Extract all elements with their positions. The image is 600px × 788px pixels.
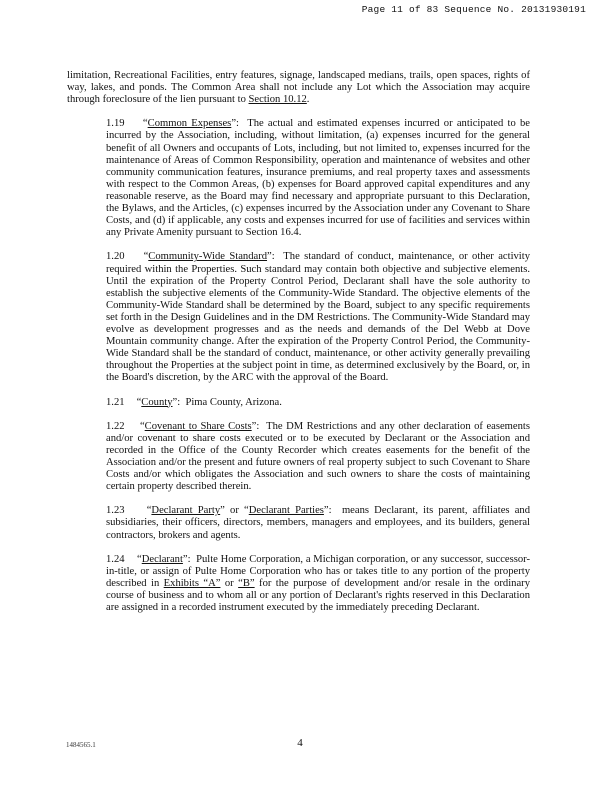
paragraph-text: limitation, Recreational Facilities, entry features, signage, landscaped medians, trails, open spaces, rights of way, lakes, and ponds. The Common Area shall not include any Lot which the Association may acquire through foreclosure of the lien pursuant to [67, 70, 530, 106]
section-1-24: 1.24 “Declarant”: Pulte Home Corporation, a Michigan corporation, or any successor, successor-in-title, or assign of Pulte Home Corporation who has or takes title to any portion of the property described in Exhibits “A” or “B” for the purpose of development and/or resale in the ordinary course of business and to whom all or any portion of Declarant's rights reserved in this Declaration are assigned in a recorded instrument executed by the immediately preceding Declarant. [106, 553, 530, 614]
section-number: 1.22 [106, 420, 125, 432]
section-body: means Declarant, its parent, affiliates and subsidiaries, their officers, directors, members, managers and employees, and its builders, general contractors, brokers and agents. [106, 505, 531, 541]
section-1-19: 1.19 “Common Expenses”: The actual and estimated expenses incurred or anticipated to be incurred by the Association, including, without limitation, (a) expenses incurred for the general benefit of all Owners and occupants of Lots, including, but not limited to, expenses incurred for the maintenance of Areas of Common Responsibility, operation and maintenance of websites and other community communication features, insurance premiums, and real property taxes and assessments with respect to the Common Areas, (b) expenses for Board approved capital expenditures and any reasonable reserve, as the Board may find necessary and appropriate pursuant to this Declaration, the Bylaws, and the Articles, (c) expenses incurred by the Association under any Covenant to Share Costs, and (d) if applicable, any costs and expenses incurred for use of facilities and services within any Private Amenity pursuant to Section 16.4. [106, 118, 531, 239]
section-body: Pima County, Arizona. [185, 396, 282, 408]
defined-term: Covenant to Share Costs [144, 420, 252, 432]
section-1-20: 1.20 “Community-Wide Standard”: The standard of conduct, maintenance, or other activity required within the Properties. Such standard may contain both objective and subjective elements. Until the expiration of the Property Control Period, Declarant shall have the sole authority to establish the subjective elements of the Community-Wide Standard. The objective elements of the Community-Wide Standard shall be determined by the Board, subject to any specific requirements set forth in the Design Guidelines and in the DM Restrictions. The Community-Wide Standard may evolve as development progresses and as the needs and demands of the Del Webb at Dove Mountain community change. After the expiration of the Property Control Period, the Community-Wide Standard shall be the standard of conduct, maintenance, or other activity generally prevailing throughout the Properties at the subject point in time, as determined exclusively by the Board, or, in the Board's discretion, by the ARC with the approval of the Board. [106, 251, 530, 384]
section-number: 1.19 [106, 118, 125, 130]
section-number: 1.23 [106, 505, 125, 517]
section-body: for the purpose of development and/or resale in the ordinary course of business and to whom all or any portion of Declarant's rights reserved in this Declaration are assigned in a recorded instrument executed by the immediately preceding Declarant. [106, 577, 530, 614]
defined-term: County [141, 396, 173, 408]
defined-term: Declarant [141, 553, 183, 565]
paragraph-common-area-continued [67, 70, 530, 106]
page-header-sequence: Page 11 of 83 Sequence No. 20131930191 [361, 4, 586, 15]
defined-term: Community-Wide Standard [148, 251, 268, 263]
connector-text: or [224, 505, 245, 517]
section-1-23: 1.23 “Declarant Party” or “Declarant Parties”: means Declarant, its parent, affiliates and subsidiaries, their officers, directors, members, managers and employees, and its builders, general contractors, brokers and agents. [106, 505, 531, 541]
section-1-21: 1.21 “County”: Pima County, Arizona. [106, 396, 282, 408]
section-number: 1.21 [106, 396, 125, 408]
section-reference: Section 10.12 [248, 94, 307, 106]
section-number: 1.20 [106, 251, 125, 263]
exhibit-reference: “B” [238, 577, 255, 589]
document-id: 1484565.1 [66, 741, 96, 749]
defined-term: Declarant Parties [248, 505, 324, 517]
section-body: The actual and estimated expenses incurred or anticipated to be incurred by the Association, including, without limitation, (a) expenses incurred for the general benefit of all Owners and occupants of Lots, including, but not limited to, expenses incurred for the maintenance of Areas of Common Responsibility, operation and maintenance of websites and other community communication features, insurance premiums, and real property taxes and assessments with respect to the Common Areas, (b) expenses for Board approved capital expenditures and any reasonable reserve, as the Board may find necessary and appropriate pursuant to this Declaration, the Bylaws, and the Articles, (c) expenses incurred by the Association under any Covenant to Share Costs, and (d) if applicable, any costs and expenses incurred for use of facilities and services within any Private Amenity pursuant to Section 16.4. [106, 118, 531, 239]
document-body [67, 70, 530, 626]
section-number: 1.24 [106, 553, 125, 565]
defined-term: Common Expenses [147, 118, 232, 130]
section-1-22: 1.22 “Covenant to Share Costs”: The DM Restrictions and any other declaration of easements and/or covenant to share costs executed or to be executed by Declarant or the Association and recorded in the Office of the County Recorder which creates easements for the benefit of the Association and/or the present and future owners of real property subject to such Covenant to Share Costs and/or which obligates the Association and such owners to share the costs of maintaining certain property described therein. [106, 420, 530, 493]
connector-text: or [220, 577, 239, 589]
section-body: The standard of conduct, maintenance, or other activity required within the Properties. Such standard may contain both objective and subjective elements. Until the expiration of the Property Control Period, Declarant shall have the sole authority to establish the subjective elements of the Community-Wide Standard. The objective elements of the Community-Wide Standard shall be determined by the Board, subject to any specific requirements set forth in the Design Guidelines and in the DM Restrictions. The Community-Wide Standard may evolve as development progresses and as the needs and demands of the Del Webb at Dove Mountain community change. After the expiration of the Property Control Period, the Community-Wide Standard shall be the standard of conduct, maintenance, or other activity generally prevailing throughout the Properties at the subject point in time, as determined exclusively by the Board, or, in the Board's discretion, by the ARC with the approval of the Board. [106, 251, 530, 384]
page-number: 4 [297, 737, 303, 749]
section-body: The DM Restrictions and any other declaration of easements and/or covenant to share costs executed or to be executed by Declarant or the Association and recorded in the Office of the County Recorder which creates easements for the benefit of the Association and/or the present and future owners of real property subject to such Covenant to Share Costs and/or which obligates the Association and such owners to share the costs of maintaining certain property described therein. [106, 420, 530, 493]
defined-term: Declarant Party [151, 505, 221, 517]
section-body: Pulte Home Corporation, a Michigan corporation, or any successor, successor-in-title, or assign of Pulte Home Corporation who has or takes title to any portion of the property described in [106, 553, 530, 589]
exhibit-reference: Exhibits “A” [163, 577, 221, 589]
paragraph-text-end: . [306, 94, 310, 106]
